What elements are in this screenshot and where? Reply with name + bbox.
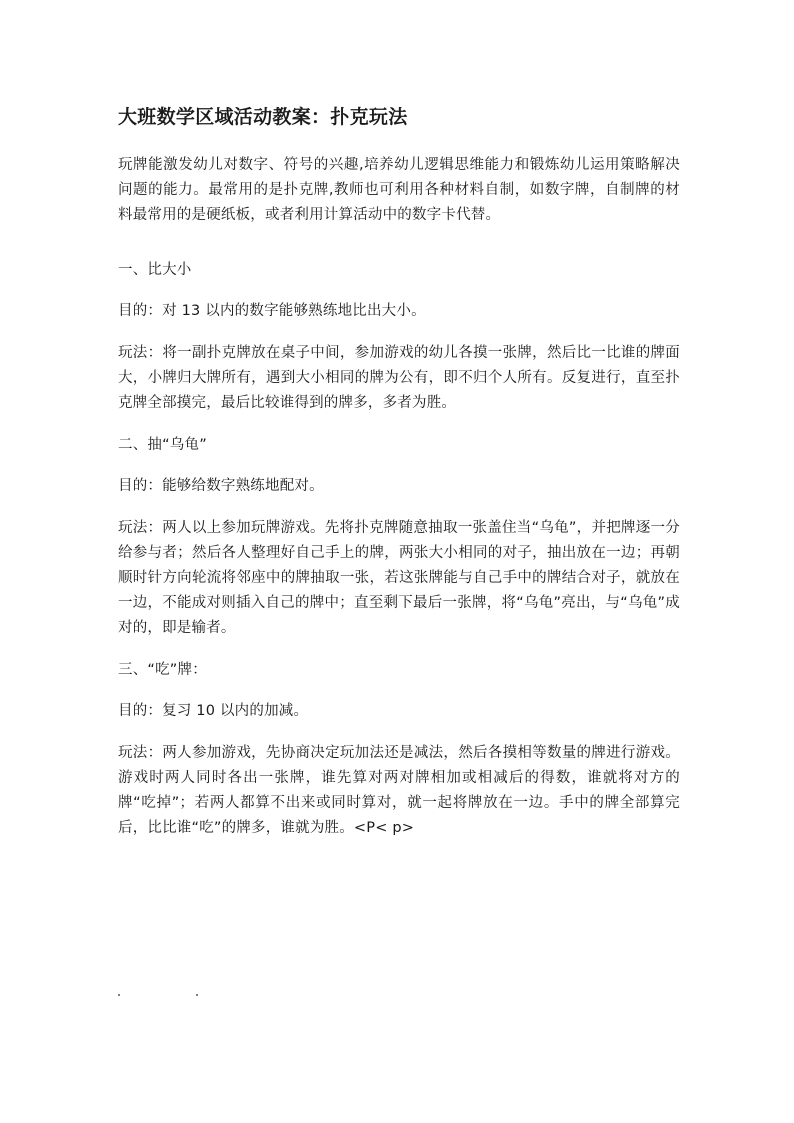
intro-paragraph: 玩牌能激发幼儿对数字、符号的兴趣,培养幼儿逻辑思维能力和锻炼幼儿运用策略解决问题的能力。最常用的是扑克牌,教师也可利用各种材料自制，如数字牌，自制牌的材料最常用的是硬纸板，或者利用计算活动中的数字卡代替。 — [118, 157, 680, 223]
section-rule: 玩法：两人参加游戏，先协商决定玩加法还是减法，然后各摸相等数量的牌进行游戏。游戏时两人同时各出一张牌，谁先算对两对牌相加或相减后的得数，谁就将对方的牌“吃掉”；若两人都算不出来或同时算对，就一起将牌放在一边。手中的牌全部算完后，比比谁“吃”的牌多，谁就为胜。<P< p> — [118, 745, 680, 836]
section-goal: 目的：复习 10 以内的加减。 — [118, 703, 309, 719]
section-rule: 玩法：将一副扑克牌放在桌子中间，参加游戏的幼儿各摸一张牌，然后比一比谁的牌面大，小牌归大牌所有，遇到大小相同的牌为公有，即不归个人所有。反复进行，直至扑克牌全部摸完，最后比较谁得到的牌多，多者为胜。 — [118, 345, 680, 411]
section-heading: 三、“吃”牌： — [118, 662, 207, 678]
section-heading: 一、比大小 — [118, 262, 192, 278]
section-eat-cards — [118, 658, 680, 841]
section-draw-turtle — [118, 433, 680, 641]
section-goal: 目的：能够给数字熟练地配对。 — [118, 478, 324, 494]
section-heading: 二、抽“乌龟” — [118, 437, 207, 453]
section-compare-size — [118, 258, 680, 416]
document-page — [118, 100, 680, 858]
section-goal: 目的：对 13 以内的数字能够熟练地比出大小。 — [118, 303, 426, 319]
section-rule: 玩法：两人以上参加玩牌游戏。先将扑克牌随意抽取一张盖住当“乌龟”，并把牌逐一分给参与者；然后各人整理好自己手上的牌，两张大小相同的对子，抽出放在一边；再朝顺时针方向轮流将邻座中的牌抽取一张，若这张牌能与自己手中的牌结合对子，就放在一边，不能成对则插入自己的牌中；直至剩下最后一张牌，将“乌龟”亮出，与“乌龟”成对的，即是输者。 — [118, 520, 680, 636]
document-title: 大班数学区域活动教案：扑克玩法 — [118, 106, 408, 128]
footer-dots — [118, 994, 208, 1000]
footer-dot — [118, 994, 120, 996]
footer-dot — [196, 994, 198, 996]
